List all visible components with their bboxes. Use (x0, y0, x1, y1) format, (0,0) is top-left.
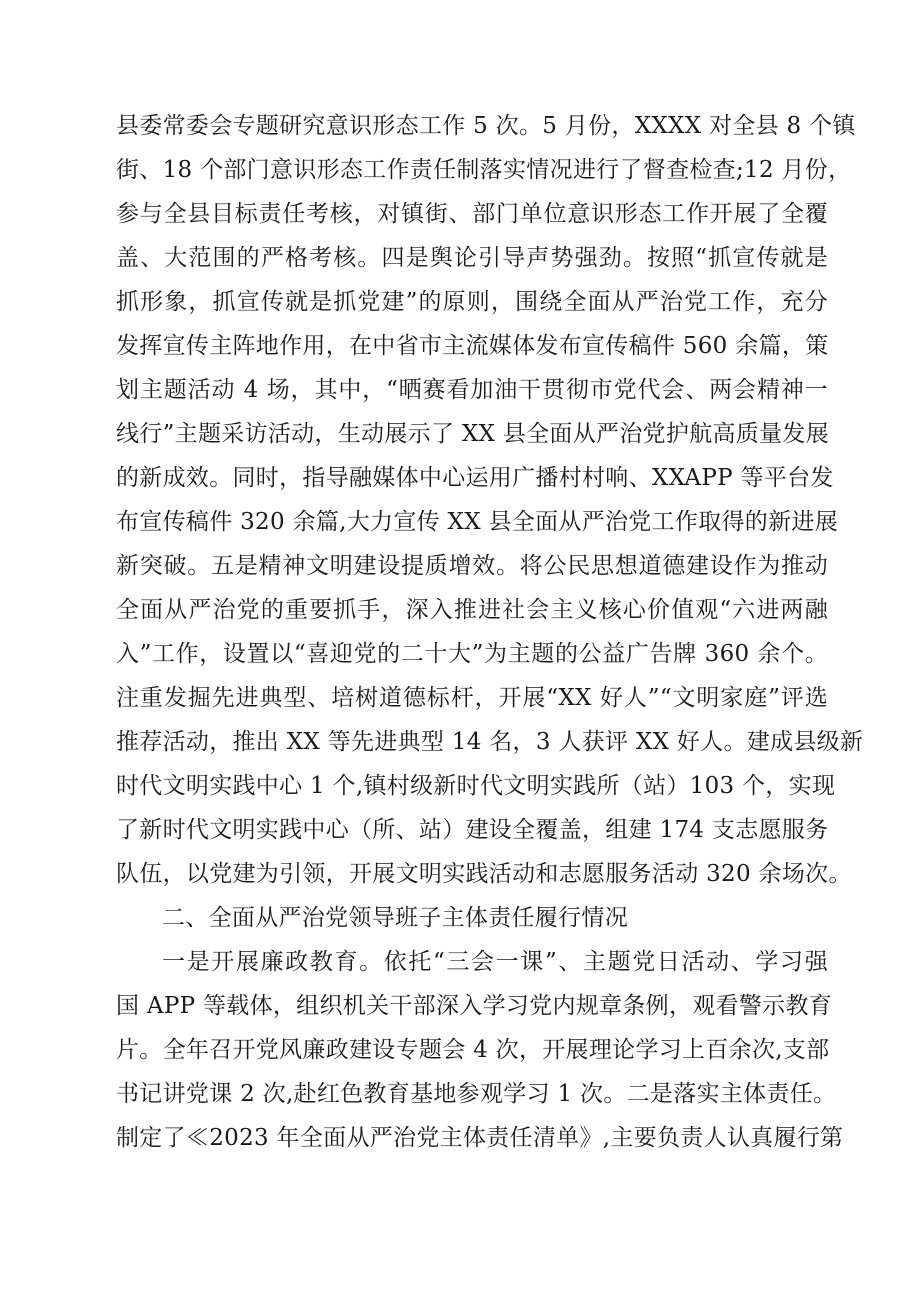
paragraph-line: 入”工作，设置以“喜迎党的二十大”为主题的公益广告牌 360 余个。 (116, 641, 828, 667)
paragraph-line: 抓形象，抓宣传就是抓党建”的原则，围绕全面从严治党工作，充分 (116, 289, 828, 315)
paragraph-line: 注重发掘先进典型、培树道德标杆，开展“XX 好人”“文明家庭”评选 (116, 685, 828, 711)
paragraph-line: 片。全年召开党风廉政建设专题会 4 次，开展理论学习上百余次,支部 (116, 1037, 830, 1063)
paragraph-line: 推荐活动，推出 XX 等先进典型 14 名，3 人获评 XX 好人。建成县级新 (116, 729, 864, 755)
body-text (116, 104, 864, 1160)
paragraph-line: 制定了≪2023 年全面从严治党主体责任清单》,主要负责人认真履行第 (116, 1125, 844, 1151)
paragraph-line: 盖、大范围的严格考核。四是舆论引导声势强劲。按照“抓宣传就是 (116, 245, 828, 271)
paragraph-line: 国 APP 等载体，组织机关干部深入学习党内规章条例，观看警示教育 (116, 993, 833, 1019)
paragraph-line: 线行”主题采访活动，生动展示了 XX 县全面从严治党护航高质量发展 (116, 421, 830, 447)
paragraph-line: 全面从严治党的重要抓手，深入推进社会主义核心价值观“六进两融 (116, 597, 828, 623)
paragraph-line: 街、18 个部门意识形态工作责任制落实情况进行了督查检查;12 月份， (116, 157, 852, 183)
paragraph-line: 参与全县目标责任考核，对镇街、部门单位意识形态工作开展了全覆 (116, 201, 828, 227)
paragraph-line: 发挥宣传主阵地作用，在中省市主流媒体发布宣传稿件 560 余篇，策 (116, 333, 829, 359)
paragraph-line: 布宣传稿件 320 余篇,大力宣传 XX 县全面从严治党工作取得的新进展 (116, 509, 839, 535)
paragraph-line: 了新时代文明实践中心（所、站）建设全覆盖，组建 174 支志愿服务 (116, 817, 829, 843)
paragraph-line: 书记讲党课 2 次,赴红色教育基地参观学习 1 次。二是落实主体责任。 (116, 1081, 837, 1107)
paragraph-line: 的新成效。同时，指导融媒体中心运用广播村村响、XXAPP 等平台发 (116, 465, 834, 491)
paragraph-line: 划主题活动 4 场，其中，“晒赛看加油干贯彻市党代会、两会精神一 (116, 377, 828, 403)
section-heading: 二、全面从严治党领导班子主体责任履行情况 (162, 905, 628, 931)
paragraph-line: 队伍，以党建为引领，开展文明实践活动和志愿服务活动 320 余场次。 (116, 861, 852, 887)
paragraph-line: 一是开展廉政教育。依托“三会一课”、主题党日活动、学习强 (162, 949, 828, 975)
paragraph-line: 县委常委会专题研究意识形态工作 5 次。5 月份，XXXX 对全县 8 个镇 (116, 113, 856, 139)
paragraph-line: 新突破。五是精神文明建设提质增效。将公民思想道德建设作为推动 (116, 553, 828, 579)
paragraph-line: 时代文明实践中心 1 个,镇村级新时代文明实践所（站）103 个，实现 (116, 773, 836, 799)
